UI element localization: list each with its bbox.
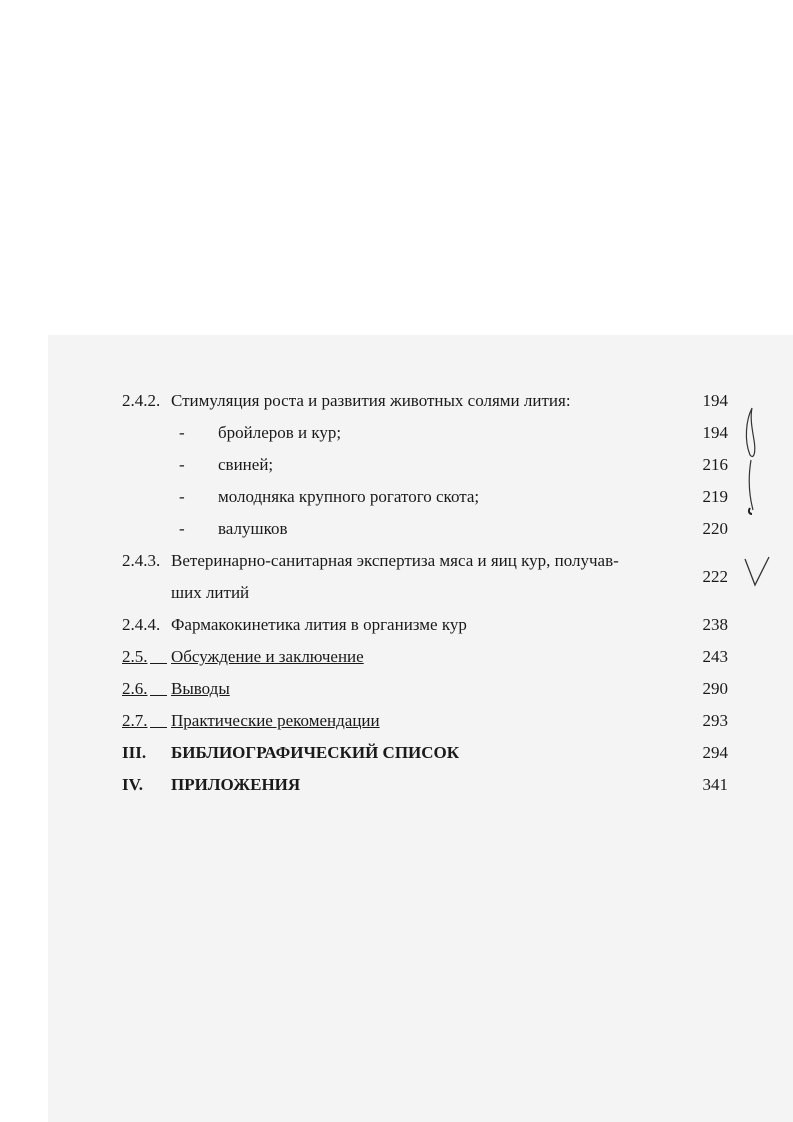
toc-number: 2.6. <box>122 679 148 698</box>
toc-number: 2.5. <box>122 647 148 666</box>
toc-number: IV. <box>122 775 143 794</box>
toc-page-number: 220 <box>702 519 728 538</box>
toc-title: валушков <box>218 519 288 538</box>
toc-page-number: 293 <box>702 711 728 730</box>
toc-title: свиней; <box>218 455 274 474</box>
toc-page-number: 222 <box>702 567 728 586</box>
toc-title-line-2: ших литий <box>171 583 250 602</box>
toc-bullet: - <box>179 487 185 506</box>
toc-page-number: 194 <box>702 391 728 410</box>
toc-number: 2.4.2. <box>122 391 161 410</box>
toc-number-gap <box>150 711 167 731</box>
toc-number: 2.4.4. <box>122 615 161 634</box>
toc-number: III. <box>122 743 147 762</box>
toc-number: 2.4.3. <box>122 551 161 570</box>
toc-title: Выводы <box>171 679 230 698</box>
toc-page-number: 216 <box>702 455 728 474</box>
toc-title: Стимуляция роста и развития животных солями лития: <box>171 391 571 410</box>
handwritten-checkmark <box>743 555 773 590</box>
toc-title: Практические рекомендации <box>171 711 380 730</box>
toc-title: Фармакокинетика лития в организме кур <box>171 615 467 634</box>
toc-page-number: 290 <box>702 679 728 698</box>
toc-page-number: 238 <box>702 615 728 634</box>
toc-page-number: 194 <box>702 423 728 442</box>
handwritten-dot-mark <box>746 505 758 517</box>
toc-page-number: 219 <box>702 487 728 506</box>
toc-title: молодняка крупного рогатого скота; <box>218 487 480 506</box>
toc-number-gap <box>150 679 167 699</box>
toc-title: БИБЛИОГРАФИЧЕСКИЙ СПИСОК <box>171 743 460 762</box>
toc-number-gap <box>150 647 167 667</box>
toc-bullet: - <box>179 423 185 442</box>
toc-title-line-1: Ветеринарно-санитарная экспертиза мяса и яиц кур, получав- <box>171 551 619 570</box>
toc-bullet: - <box>179 519 185 538</box>
toc-title: Обсуждение и заключение <box>171 647 364 666</box>
toc-page-number: 341 <box>702 775 728 794</box>
toc-page-number: 243 <box>702 647 728 666</box>
toc-bullet: - <box>179 455 185 474</box>
toc-title: бройлеров и кур; <box>218 423 342 442</box>
toc-title: ПРИЛОЖЕНИЯ <box>171 775 301 794</box>
toc-page-number: 294 <box>702 743 728 762</box>
toc-number: 2.7. <box>122 711 148 730</box>
